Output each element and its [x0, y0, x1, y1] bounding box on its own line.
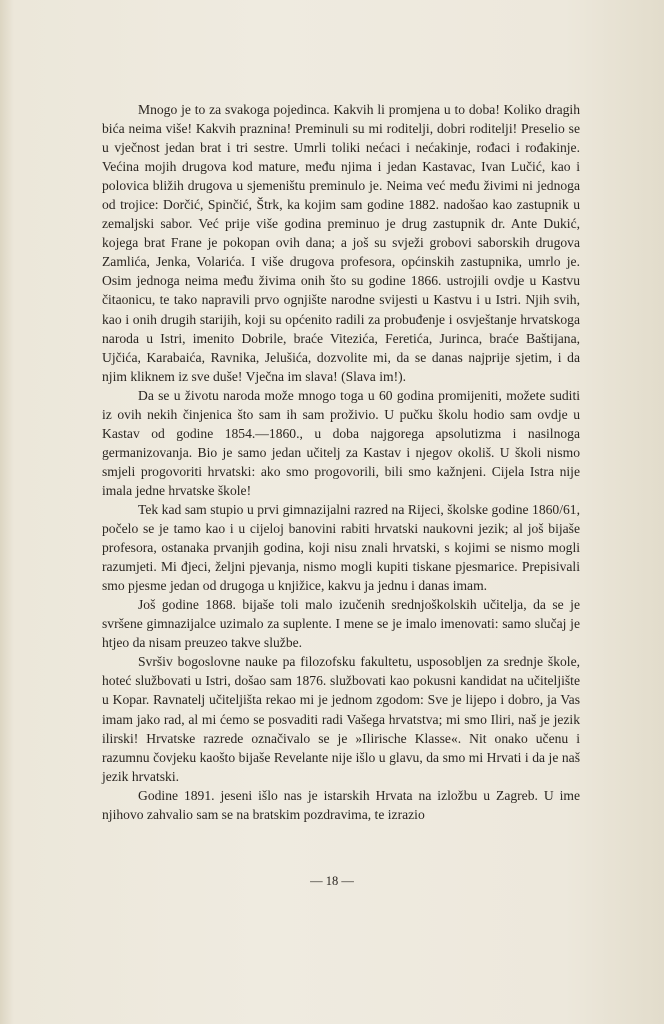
paragraph-5: Svršiv bogoslovne nauke pa filozofsku fakultetu, usposobljen za srednje škole, hoteć službovati u Istri, došao sam 1876. službovati kao pokusni kandidat na učiteljište u Kopar. Ravnatelj učitelјišta rekao mi je jednom zgodom: Sve je lijepo i dobro, ja Vas imam jako rad, al mi ćemo se posvaditi radi Vašega hrvatstva; mi smo Iliri, naš je jezik ilirski! Hrvatske razrede označivalo se je »Ilirische Klasse«. Nit onako učenu i razumnu čovjeku kaošto bijaše Revelante nije išlo u glavu, da smo mi Hrvati i da je naš jezik hrvatski.	[102, 654, 580, 784]
paragraph-4: Još godine 1868. bijaše toli malo izučenih srednjoškolskih učitelja, da se je svršene gimnazijalce uzimalo za suplente. I mene se je imalo imenovati: samo slučaj je htjeo da nisam preuzeo takve službe.	[102, 597, 580, 651]
page-number: — 18 —	[310, 874, 354, 888]
paragraph-1: Mnogo je to za svakoga pojedinca. Kakvih li promjena u to doba! Koliko dragih bića neima više! Kakvih praznina! Preminuli su mi roditelji, dobri roditelji! Preselio se u vječnost jedan brat i tri sestre. Umrli toliki nećaci i nećakinje, rođaci i rođakinje. Većina mojih drugova kod mature, među njima i jedan Kastavac, Ivan Lučić, kao i polovica bližih drugova u sjemeništu preminulo je. Neima već među živimi ni jednoga od trojice: Dorčić, Spinčić, Štrk, ka kojim sam godine 1882. nadošao kao zastupnik u zemaljski sabor. Već prije više godina preminuo je drug zastupnik dr. Ante Dukić, kojega brat Frane je pokopan ovih dana; a još su svježi grobovi saborskih drugova Zamlića, Jenka, Volarića. I više drugova profesora, općinskih zastupnika, umrlo je. Osim jednoga neima među živima onih što su godine 1866. ustrojili ovdje u Kastvu čitaonicu, te tako napravili prvo ognjište narodne svijesti u Kastvu i u Istri. Njih svih, kao i onih drugih starijih, koji su općenito radili za probuđenje i osvještanje hrvatskoga naroda u Istri, imenito Dobrile, braće Vitezića, Feretića, Jurinca, braće Baštijana, Ujčića, Karabaića, Ravnika, Jelušića, dozvolite mi, da se danas najprije sjetim, i da njim kliknem iz sve duše! Vječna im slava! (Slava im!).	[102, 102, 580, 384]
body-text	[102, 100, 580, 824]
paragraph-3: Tek kad sam stupio u prvi gimnazijalni razred na Rijeci, školske godine 1860/61, počelo se je tamo kao i u cijeloj banovini rabiti hrvatski naukovni jezik; al još bijaše profesora, ostanaka prvanjih godina, koji nisu znali hrvatski, s kojimi se nismo mogli razumjeti. Mi đjeci, željni pjevanja, nismo mogli kupiti tiskane pjesmarice. Prepisivali smo pjesme jedan od drugoga u knjižice, kakvu ja jednu i danas imam.	[102, 501, 580, 594]
paragraph-2: Da se u životu naroda može mnogo toga u 60 godina promijeniti, možete suditi iz ovih nekih činjenica što sam ih sam proživio. U pučku školu hodio sam ovdje u Kastav od godine 1854.—1860., u doba najgorega apsolutizma i nasilnoga germanizovanja. Bio je samo jedan učitelj za Kastav i njegov okoliš. U školi nismo smjeli progovoriti hrvatski: ako smo progovorili, bili smo kažnjeni. Cijela Istra nije imala jedne hrvatske škole!	[102, 387, 580, 498]
paragraph-6: Godine 1891. jeseni išlo nas je istarskih Hrvata na izložbu u Zagreb. U ime njihovo zahvalio sam se na bratskim pozdravima, te izrazio	[102, 787, 580, 822]
